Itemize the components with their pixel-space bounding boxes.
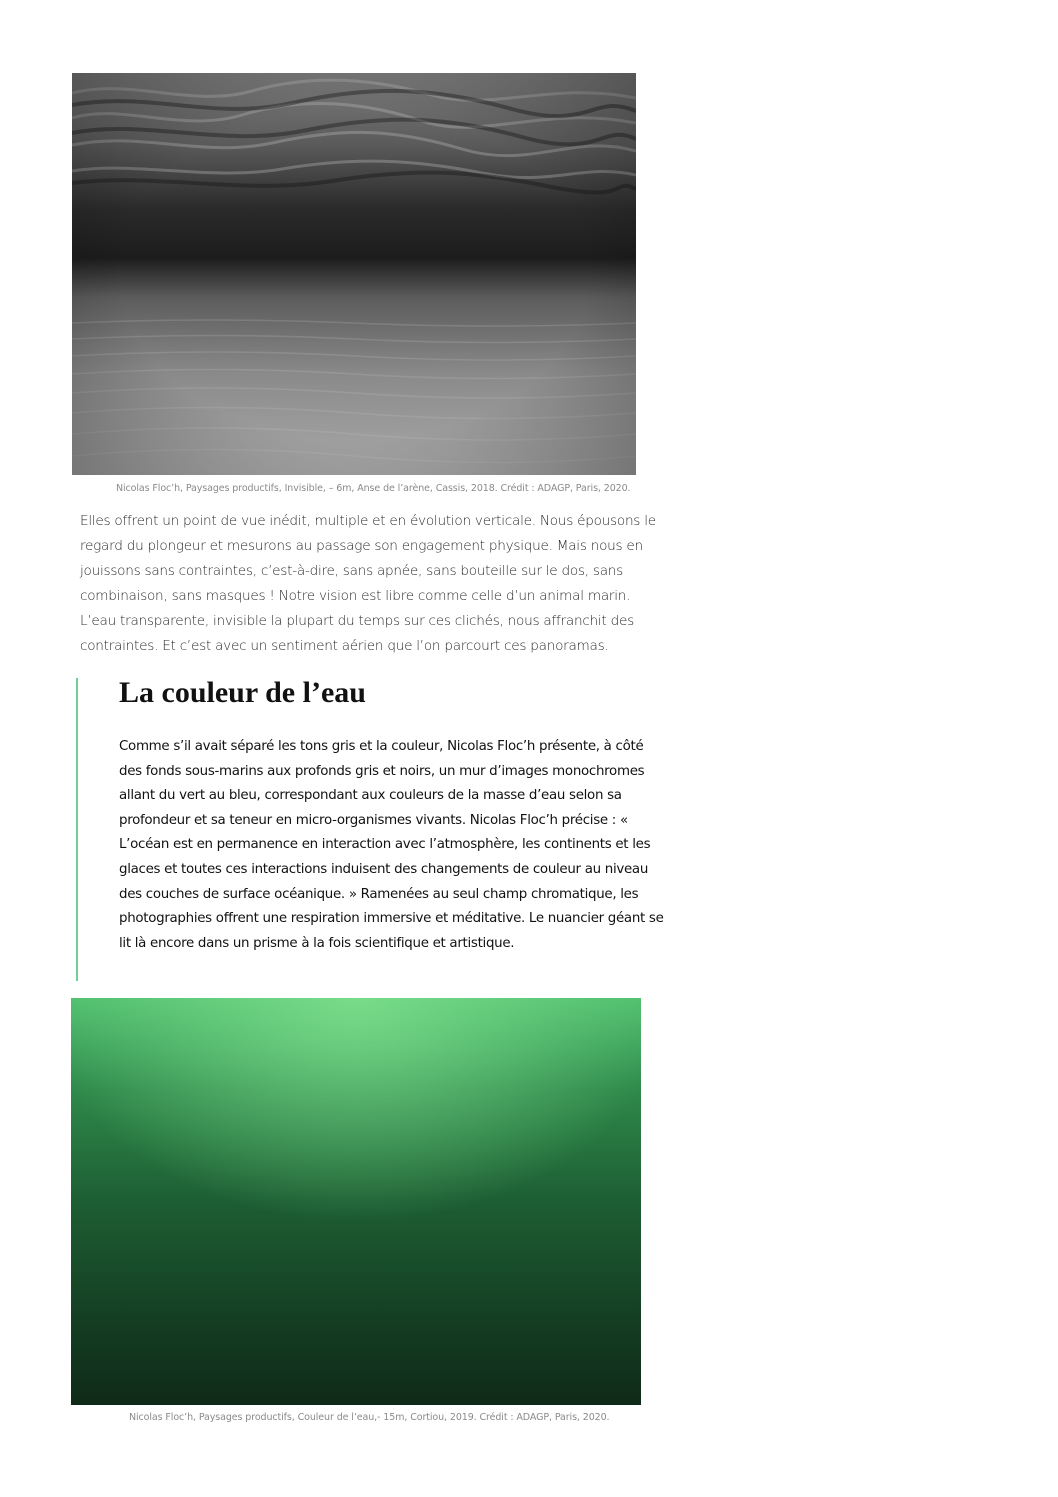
body-paragraph: Elles offrent un point de vue inédit, multiple et en évolution verticale. Nous épousons le regard du plongeur et mesurons au passage son engagement physique. Mais nous en jouissons sans contraintes, c’est-à-dire, sans apnée, sans bouteille sur le dos, sans combinaison, sans masques ! Notre vision est libre comme celle d’un animal marin. L’eau transparente, invisible la plupart du temps sur ces clichés, nous affranchit des contraintes. Et c’est avec un sentiment aérien que l’on parcourt ces panoramas. [80,513,656,654]
underwater-photo-grayscale [72,73,636,475]
photo-caption: Nicolas Floc’h, Paysages productifs, Couleur de l’eau,- 15m, Cortiou, 2019. Crédit : ADAGP, Paris, 2020. [129,1412,610,1423]
section-accent-bar [76,678,78,981]
section-paragraph: Comme s’il avait séparé les tons gris et la couleur, Nicolas Floc’h présente, à côté des fonds sous-marins aux profonds gris et noirs, un mur d’images monochromes allant du vert au bleu, correspondant aux couleurs de la masse d’eau selon sa profondeur et sa teneur en micro-organismes vivants. Nicolas Floc’h précise : « L’océan est en permanence en interaction avec l’atmosphère, les continents et les glaces et toutes ces interactions induisent des changements de couleur au niveau des couches de surface océanique. » Ramenées au seul champ chromatique, les photographies offrent une respiration immersive et méditative. Le nuancier géant se lit là encore dans un prisme à la fois scientifique et artistique. [119,739,664,951]
underwater-photo-green-image [71,998,641,1405]
underwater-photo-green [71,998,641,1405]
section-heading: La couleur de l’eau [119,676,366,709]
photo-caption: Nicolas Floc’h, Paysages productifs, Invisible, – 6m, Anse de l’arène, Cassis, 2018. Crédit : ADAGP, Paris, 2020. [116,483,631,494]
underwater-photo-grayscale-image [72,73,636,475]
